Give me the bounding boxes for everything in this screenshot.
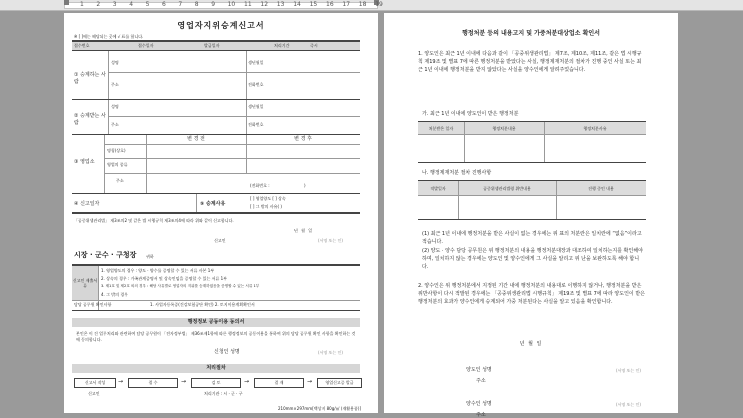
page-footer: 210mm×297mm[백상지 80g/㎡ (재활용품)] xyxy=(278,406,362,411)
divider xyxy=(246,51,247,99)
flow-arrow-icon: → xyxy=(181,378,187,385)
section-pending-procedure: 나. 행정제재처분 절차 진행사항 xyxy=(422,170,492,176)
receipt-no-label: 접수번호 xyxy=(74,43,90,48)
ruler-tick: 11 xyxy=(244,1,252,8)
divider xyxy=(108,100,109,134)
assignor-birth-label: 생년월일 xyxy=(248,60,264,65)
reason-option-transfer-inherit[interactable]: [ ] 영업양도 [ ] 상속 xyxy=(250,196,286,201)
ruler-tick: 19 xyxy=(375,1,383,8)
divider xyxy=(544,122,545,162)
ruler-tick: 3 xyxy=(112,1,117,8)
divider xyxy=(464,122,465,162)
reason-option-other[interactable]: [ ] 그 밖의 사유( ) xyxy=(250,204,282,209)
rule xyxy=(418,195,646,196)
flow-sub-applicant: 신고인 xyxy=(88,391,100,396)
assignee-address-label: 주소 xyxy=(111,122,119,127)
report-date-label: ④ 신고일자 xyxy=(74,201,100,207)
divider xyxy=(146,135,147,193)
business-phone-label: (전화번호 : xyxy=(250,183,270,188)
section-recent-disposition: 가. 최근 1년 이내에 양도인이 받은 행정처분 xyxy=(422,111,519,117)
assignee-name-label: 성명 xyxy=(111,104,119,109)
ruler-tick: 2 xyxy=(96,1,101,8)
consent-signer: 신청인 성명 xyxy=(214,349,240,355)
attachment-item-1: 1. 영업양도의 경우 : 양도 · 양수를 증명할 수 있는 서류 사본 1부 xyxy=(101,268,215,273)
receipt-date-label: 접수일자 xyxy=(138,43,154,48)
divider xyxy=(246,135,247,173)
pending-content-header: 진행 중인 내용 xyxy=(588,186,614,191)
rule xyxy=(72,193,360,194)
notice-paragraph-2: 2. 양수인은 위 행정처분에서 지정된 기간 내에 행정처분의 내용대로 이행하지 않거나, 행정처분을 받은 위반사항이 다시 적발된 경우에는 「공중위생관리법 시행규칙」 제19조 및 별표 7에 따라 양도인이 받은 행정처분의 효과가 양수인에게 승계되어 가중 처분된다는 사실을 알고 있음을 확인합니다. xyxy=(418,283,645,305)
ruler-tick: 16 xyxy=(326,1,334,8)
disposition-content-header: 행정처분내용 xyxy=(492,126,516,131)
divider xyxy=(246,100,247,134)
flow-arrow-icon: → xyxy=(118,378,124,385)
ruler-tick: 13 xyxy=(276,1,285,8)
flow-step-1-label: 신고서 작성 xyxy=(84,380,106,385)
flow-step-2-label: 접 수 xyxy=(148,380,158,385)
ruler-tick: 10 xyxy=(227,1,236,8)
rule xyxy=(104,158,360,159)
ruler-tick: 12 xyxy=(260,1,269,8)
attachment-item-2: 2. 상속의 경우 : 가족관계증명서 및 상속인임을 증명할 수 있는 서류 1부 xyxy=(101,276,228,281)
assignee-section-label: ② 승계받는 사람 xyxy=(74,113,106,126)
rule xyxy=(72,99,360,100)
assignor-sign: (서명 또는 인) xyxy=(616,368,641,373)
consent-text: 본인은 이 건 업무처리와 관련하여 담당 공무원이 「전자정부법」 제36조제1항에 따른 행정정보의 공동이용을 통하여 위의 담당 공무원 확인 사항을 확인하는 것에 동의합니다. xyxy=(76,331,356,342)
divider xyxy=(196,194,197,212)
recipient-name: 시장 · 군수 · 구청장 xyxy=(74,251,137,259)
ruler-tick: 5 xyxy=(145,1,150,8)
disposition-date-header: 처분받은 일자 xyxy=(428,126,454,131)
flow-arrow-icon: → xyxy=(244,378,250,385)
ruler-tick: 4 xyxy=(129,1,134,8)
attachment-item-4: 4. 그 밖의 경우 xyxy=(101,292,128,297)
flow-step-4-label: 결 재 xyxy=(274,380,284,385)
notice-date: 년 월 일 xyxy=(519,341,543,347)
rule xyxy=(72,300,360,301)
divider xyxy=(556,181,557,219)
assignee-phone-label: 전화번호 xyxy=(248,122,264,127)
ruler-tick: 1 xyxy=(80,1,84,8)
divider xyxy=(108,51,109,99)
assignor-name-label: 양도인 성명 xyxy=(466,367,492,373)
flow-step-4 xyxy=(254,378,304,388)
note-2: (2) 양도 · 양수 담당 공무원은 위 행정처분의 내용을 행정처분대장과 대조하여 일치하는지를 확인해야 하며, 일치하지 않는 경우에는 양도인 및 양수인에게 그 사실을 알리고 위 난을 보완하도록 해야 합니다. xyxy=(422,248,643,270)
flow-step-3-label: 검 토 xyxy=(211,380,221,385)
notice-title: 행정처분 등의 내용고지 및 가중처분대상업소 확인서 xyxy=(462,30,600,37)
flow-title: 처리절차 xyxy=(206,365,226,371)
left-page xyxy=(64,13,378,413)
rule xyxy=(72,212,360,214)
left-indent-marker[interactable] xyxy=(64,0,69,5)
assignor-address-label: 주소 xyxy=(111,82,119,87)
notice-paragraph-1: 1. 양도인은 최근 1년 이내에 다음과 같이 「공중위생관리법」 제7조, 제10조, 제11조, 같은 법 시행규칙 제19조 및 별표 7에 따른 행정처분을 받았다는 사실, 행정제재처분의 절차가 진행 중인 사실 또는 최근 1년 이내에 행정처분을 받지 않았다는 사실을 양수인에게 알려주었습니다. xyxy=(418,51,642,73)
assignee-birth-label: 생년월일 xyxy=(248,104,264,109)
right-page xyxy=(384,13,678,418)
consent-sign: (서명 또는 인) xyxy=(318,350,343,355)
rule xyxy=(104,173,360,174)
detection-date-header: 적발일자 xyxy=(430,186,446,191)
rule xyxy=(72,134,360,135)
note-1: (1) 최근 1년 이내에 행정처분을 받은 사실이 없는 경우에는 위 표의 처분란은 일치란에 “없음”이라고 적습니다. xyxy=(422,231,642,245)
officer-check-label: 담당 공무원 확인사항 xyxy=(74,302,112,307)
declaration-text: 「공중위생관리법」 제3조의2 및 같은 법 시행규칙 제3조의4에 따라 위와 같이 신고합니다. xyxy=(74,218,234,223)
flow-step-1 xyxy=(74,378,116,388)
ruler-tick: 9 xyxy=(211,1,216,8)
rule xyxy=(72,310,360,311)
business-type-label: 영업의 종류 xyxy=(107,162,128,167)
rule xyxy=(418,162,646,163)
after-change-header: 변 경 후 xyxy=(294,136,312,142)
business-phone-close: ) xyxy=(304,183,306,188)
ruler-tick: 7 xyxy=(178,1,183,8)
business-section-label: ③ 영업소 xyxy=(74,159,95,165)
rule xyxy=(418,134,646,135)
ruler-tick: 6 xyxy=(162,1,166,8)
ruler-tick: 17 xyxy=(342,1,351,8)
flow-step-3 xyxy=(191,378,241,388)
rule xyxy=(108,116,360,117)
disposition-reason-header: 행정처분사유 xyxy=(583,126,607,131)
rule xyxy=(108,72,360,73)
recipient-suffix: 귀하 xyxy=(146,254,154,259)
flow-sub-agency: 처리기관 : 시 · 군 · 구 xyxy=(204,391,243,396)
violation-content-header: 공중위생관리법령 위반내용 xyxy=(483,186,531,191)
issue-date-label: 발급일자 xyxy=(204,43,220,48)
horizontal-ruler[interactable] xyxy=(0,0,743,11)
assignee-sign: (서명 또는 인) xyxy=(616,402,641,407)
assignor-section-label: ① 승계하는 사람 xyxy=(74,72,106,85)
business-address-label: 주소 xyxy=(116,178,124,183)
flow-step-5-label: 영업신고증 발급 xyxy=(325,380,354,385)
period-value: 즉시 xyxy=(310,43,318,48)
consent-title: 행정정보 공동이용 동의서 xyxy=(187,319,245,325)
assignee-address-label: 주소 xyxy=(476,412,486,418)
period-label: 처리기간 xyxy=(274,43,290,48)
succession-reason-label: ⑤ 승계사유 xyxy=(200,201,226,207)
attachment-item-3: 3. 제1호 및 제2호 외의 경우 : 해당 사유별로 영업자의 지위를 승계하였음을 증명할 수 있는 서류 1부 xyxy=(101,284,260,288)
applicant-label: 신고인 xyxy=(214,238,226,243)
rule xyxy=(104,144,360,145)
assignor-address-label: 주소 xyxy=(476,378,486,384)
trade-name-label: 명칭(상호) xyxy=(107,148,126,153)
divider xyxy=(458,181,459,219)
assignee-name-label: 양수인 성명 xyxy=(466,401,492,407)
form-title: 영업자지위승계신고서 xyxy=(177,21,265,30)
applicant-sign: (서명 또는 인) xyxy=(318,238,343,243)
ruler-tick: 18 xyxy=(358,1,367,8)
assignor-phone-label: 전화번호 xyxy=(248,82,264,87)
flow-arrow-icon: → xyxy=(307,378,313,385)
before-change-header: 변 경 전 xyxy=(187,136,205,142)
assignor-name-label: 성명 xyxy=(111,60,119,65)
ruler-tick: 14 xyxy=(293,1,301,8)
declaration-date: 년 월 일 xyxy=(294,228,314,233)
ruler-tick: 15 xyxy=(309,1,318,8)
rule xyxy=(72,50,360,51)
officer-check-text: 1. 사업자등록증(건강보험공단 확인) 2. 토지이용계획확인서 xyxy=(150,302,255,307)
flow-step-5 xyxy=(317,378,362,388)
form-note: ※ [ ]에는 해당되는 곳에 √ 표를 합니다. xyxy=(74,34,144,39)
rule xyxy=(418,219,646,220)
attachments-label: 신고인 제출서류 xyxy=(72,278,98,289)
ruler-tick: 8 xyxy=(194,1,199,8)
rule xyxy=(72,264,360,266)
flow-step-2 xyxy=(128,378,178,388)
